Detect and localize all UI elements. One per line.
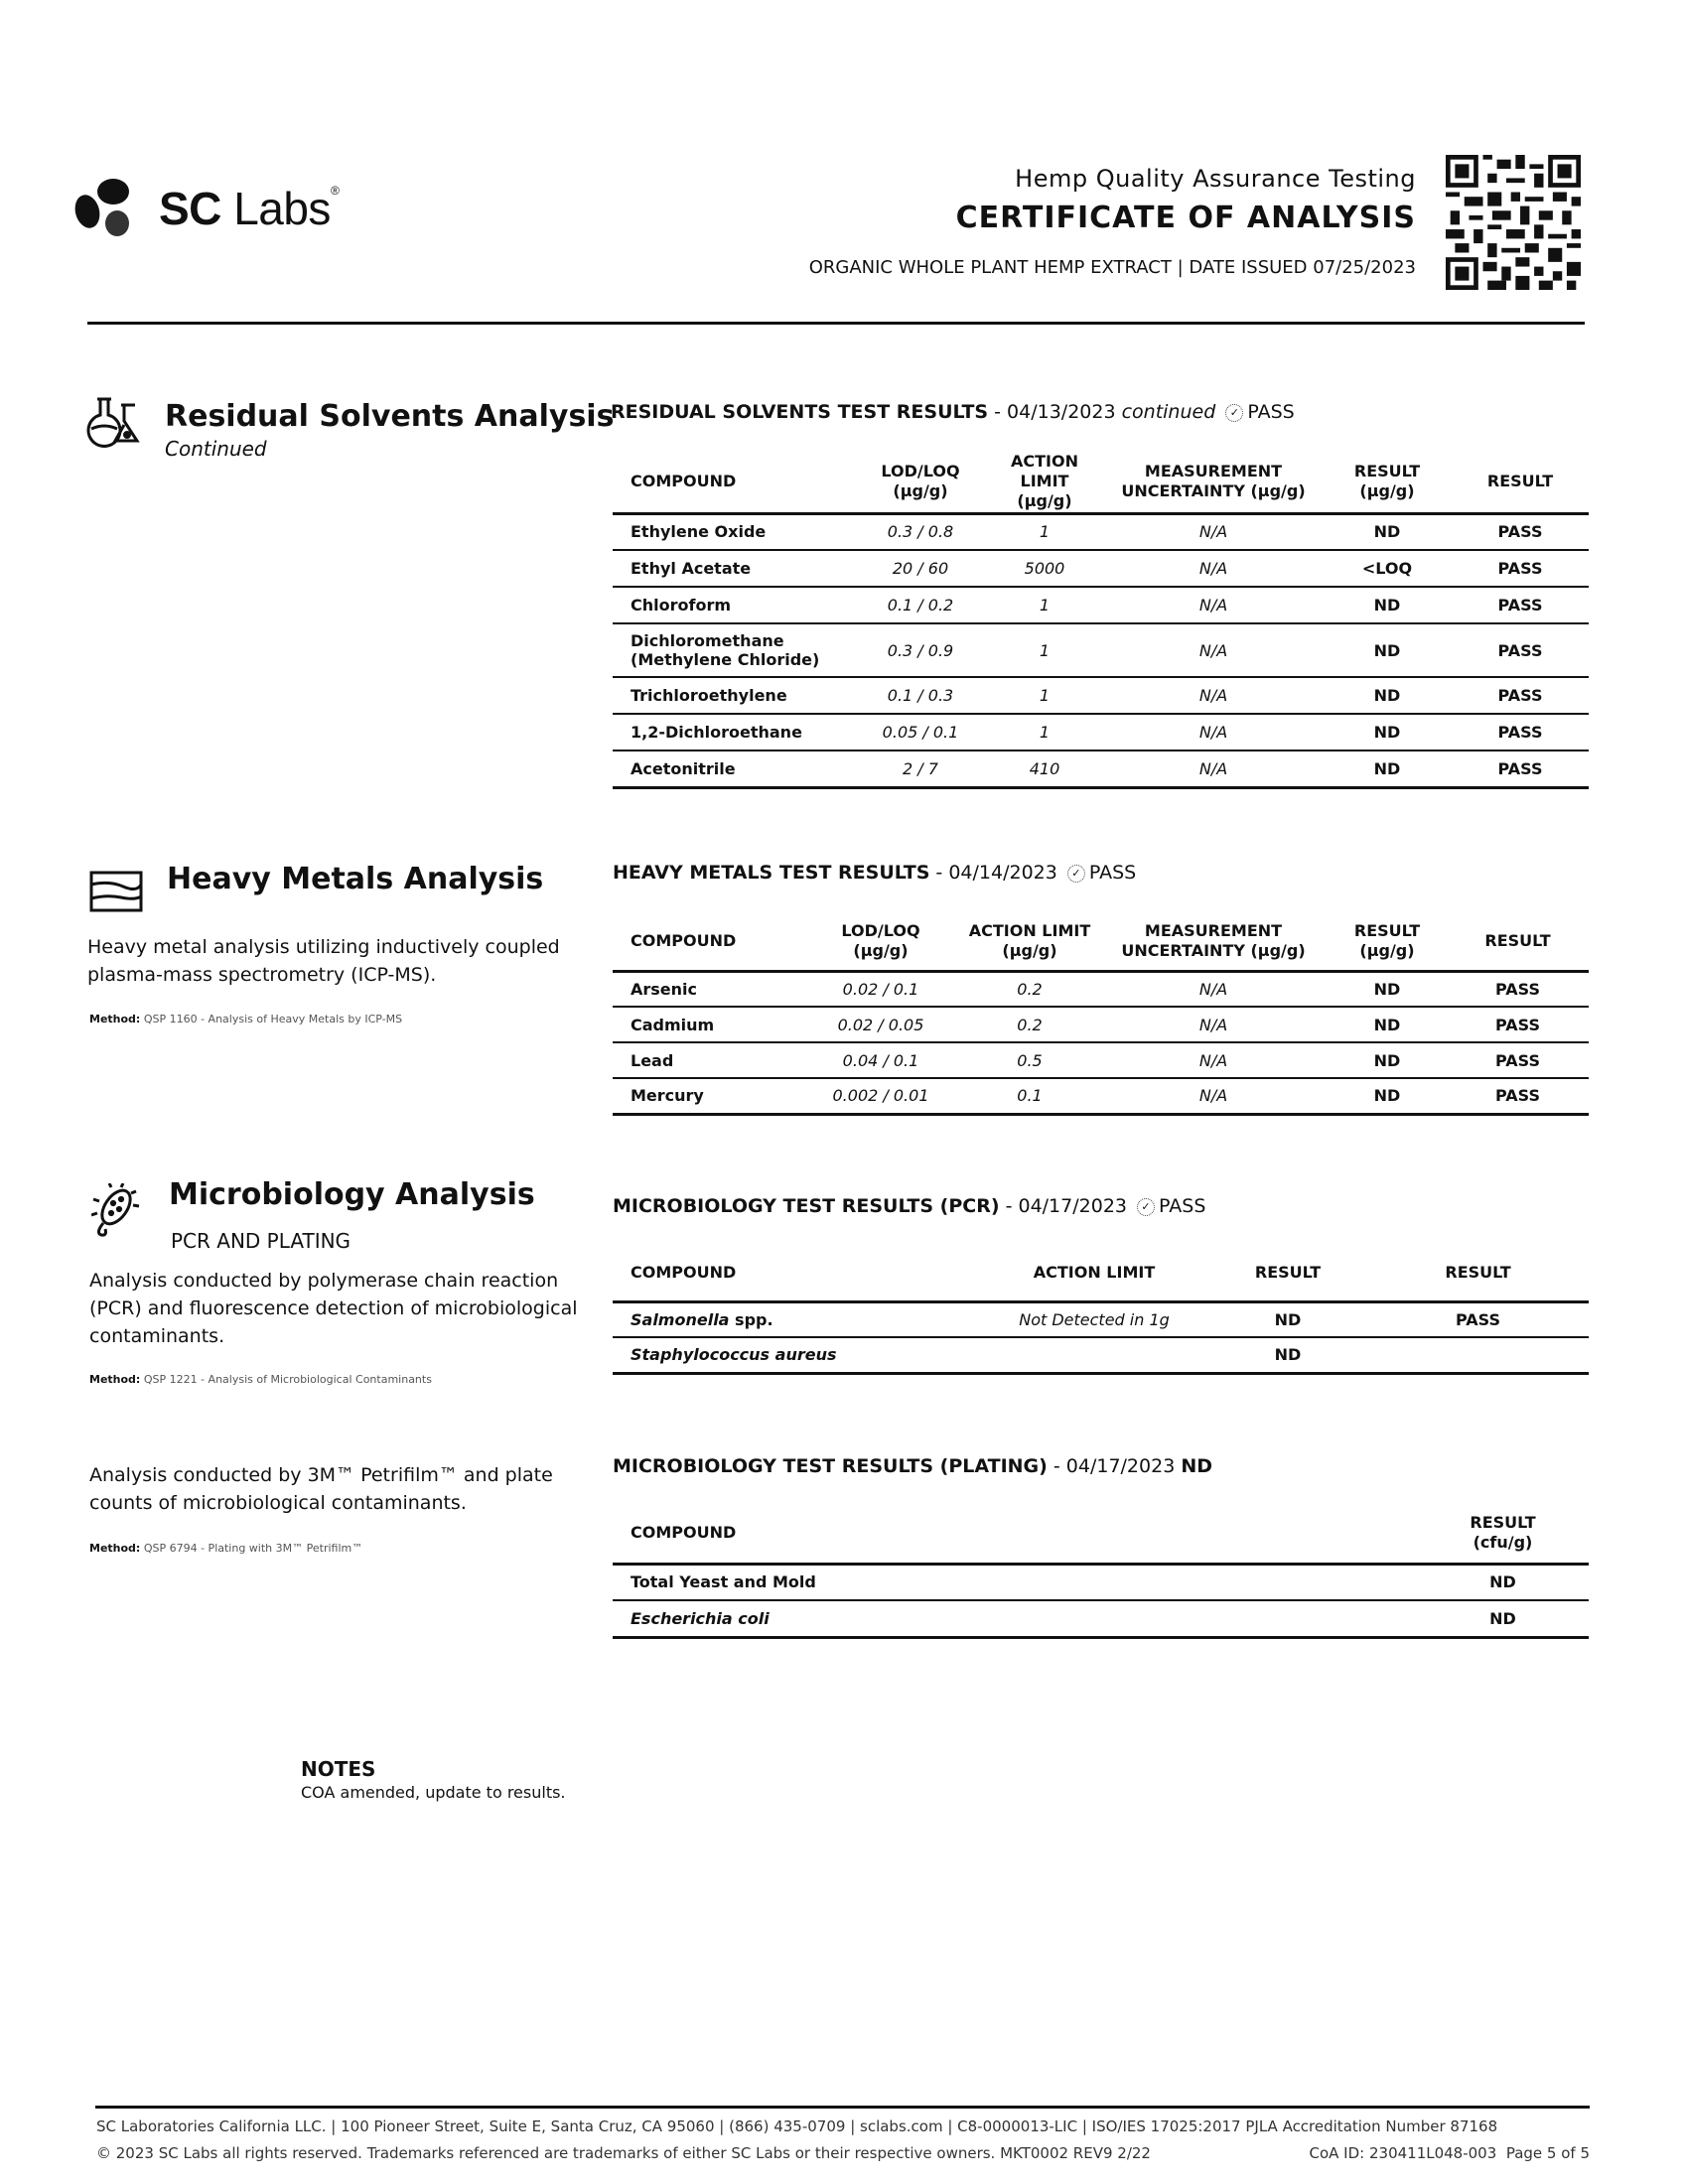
heavy-metals-caption: HEAVY METALS TEST RESULTS - 04/14/2023 ✓ PASS xyxy=(613,862,1137,884)
table-row: Escherichia coli ND xyxy=(613,1600,1589,1637)
sc-labs-logo xyxy=(75,179,339,238)
col-compound: COMPOUND xyxy=(631,472,737,491)
notes-title: NOTES xyxy=(301,1757,376,1781)
col-result-ugg: RESULT (µg/g) xyxy=(1353,921,1421,961)
product-name: ORGANIC WHOLE PLANT HEMP EXTRACT xyxy=(808,257,1172,278)
table-row: 1,2-Dichloroethane 0.05 / 0.1 1 N/A ND PASS xyxy=(613,714,1589,751)
col-result: RESULT xyxy=(1486,472,1554,491)
page-number: Page 5 of 5 xyxy=(1505,2144,1590,2162)
page-title: CERTIFICATE OF ANALYSIS xyxy=(955,201,1416,235)
pcr-table xyxy=(613,1246,1589,1375)
plating-caption: MICROBIOLOGY TEST RESULTS (PLATING) - 04/17/2023 ND xyxy=(613,1455,1213,1477)
status-badge: PASS xyxy=(1159,1195,1206,1217)
check-circle-icon: ✓ xyxy=(1067,865,1085,883)
document-header xyxy=(809,165,1416,278)
col-compound: COMPOUND xyxy=(631,1523,737,1543)
table-row: Trichloroethylene 0.1 / 0.3 1 N/A ND PASS xyxy=(613,677,1589,714)
col-result: RESULT xyxy=(1484,931,1551,951)
col-action-limit: ACTION LIMIT (µg/g) xyxy=(968,921,1091,961)
col-action-limit: ACTION LIMIT (µg/g) xyxy=(1011,452,1078,511)
table-row: Chloroform 0.1 / 0.2 1 N/A ND PASS xyxy=(613,587,1589,623)
col-action-limit: ACTION LIMIT xyxy=(1033,1263,1156,1283)
pcr-description: Analysis conducted by polymerase chain reaction (PCR) and fluorescence detection of microbiological contaminants. xyxy=(89,1270,578,1347)
col-uncertainty: MEASUREMENT UNCERTAINTY (µg/g) xyxy=(1121,921,1306,961)
col-compound: COMPOUND xyxy=(631,931,737,951)
residual-solvents-caption: RESIDUAL SOLVENTS TEST RESULTS - 04/13/2023 continued ✓ PASS xyxy=(611,401,1295,423)
date-issued: DATE ISSUED 07/25/2023 xyxy=(1189,257,1416,278)
heavy-metals-title: Heavy Metals Analysis xyxy=(167,862,544,896)
table-row: Ethyl Acetate 20 / 60 5000 N/A <LOQ PASS xyxy=(613,550,1589,587)
heavy-metals-table xyxy=(613,913,1589,1116)
table-row: Arsenic 0.02 / 0.1 0.2 N/A ND PASS xyxy=(613,971,1589,1007)
table-row: Staphylococcus aureus ND xyxy=(613,1337,1589,1373)
col-result-status: RESULT xyxy=(1445,1263,1511,1283)
status-badge: ND xyxy=(1181,1455,1213,1477)
table-row: Lead 0.04 / 0.1 0.5 N/A ND PASS xyxy=(613,1042,1589,1078)
pcr-caption: MICROBIOLOGY TEST RESULTS (PCR) - 04/17/2023 ✓ PASS xyxy=(613,1195,1206,1217)
table-row: Acetonitrile 2 / 7 410 N/A ND PASS xyxy=(613,751,1589,787)
microbiology-title: Microbiology Analysis xyxy=(169,1177,535,1212)
col-lodloq: LOD/LOQ (µg/g) xyxy=(841,921,920,961)
plating-method: Method: QSP 6794 - Plating with 3M™ Petrifilm™ xyxy=(89,1542,363,1555)
table-row: Salmonella spp. Not Detected in 1g ND PASS xyxy=(613,1301,1589,1337)
check-circle-icon: ✓ xyxy=(1137,1198,1155,1216)
status-badge: PASS xyxy=(1247,401,1295,423)
footer-divider xyxy=(95,2106,1590,2109)
table-row: Mercury 0.002 / 0.01 0.1 N/A ND PASS xyxy=(613,1078,1589,1114)
header-meta: ORGANIC WHOLE PLANT HEMP EXTRACT | DATE ISSUED 07/25/2023 xyxy=(808,257,1416,278)
plating-description: Analysis conducted by 3M™ Petrifilm™ and plate counts of microbiological contaminants. xyxy=(89,1464,553,1514)
footer-legal: © 2023 SC Labs all rights reserved. Trademarks referenced are trademarks of either SC Labs or their respective owners. MKT0002 REV9 2/22 CoA ID: 230411L048-003 Page 5 of 5 xyxy=(96,2144,1590,2162)
heavy-metals-description: Heavy metal analysis utilizing inductively coupled plasma-mass spectrometry (ICP-MS). xyxy=(87,936,560,986)
bacteria-icon xyxy=(91,1183,141,1239)
check-circle-icon: ✓ xyxy=(1225,404,1243,422)
notes-text: COA amended, update to results. xyxy=(301,1783,566,1802)
microbiology-subtitle: PCR AND PLATING xyxy=(171,1229,351,1253)
col-lodloq: LOD/LOQ (µg/g) xyxy=(881,462,960,501)
coa-id: CoA ID: 230411L048-003 xyxy=(1309,2144,1497,2162)
residual-solvents-subtitle: Continued xyxy=(165,437,267,461)
col-uncertainty: MEASUREMENT UNCERTAINTY (µg/g) xyxy=(1121,462,1306,501)
logo-text: SC Labs® xyxy=(159,183,340,234)
heavy-metals-icon xyxy=(89,871,143,912)
residual-solvents-table xyxy=(613,452,1589,789)
qr-code-icon[interactable] xyxy=(1446,155,1581,290)
col-result-ugg: RESULT (µg/g) xyxy=(1353,462,1421,501)
status-badge: PASS xyxy=(1088,862,1137,884)
table-row: Total Yeast and Mold ND xyxy=(613,1564,1589,1600)
residual-solvents-title: Residual Solvents Analysis xyxy=(165,399,615,434)
col-result-cfu: RESULT (cfu/g) xyxy=(1470,1513,1536,1553)
col-result: RESULT xyxy=(1254,1263,1322,1283)
table-row: Ethylene Oxide 0.3 / 0.8 1 N/A ND PASS xyxy=(613,513,1589,550)
col-compound: COMPOUND xyxy=(631,1263,737,1283)
plating-table xyxy=(613,1504,1589,1639)
flask-icon xyxy=(85,395,145,449)
pcr-method: Method: QSP 1221 - Analysis of Microbiological Contaminants xyxy=(89,1373,432,1386)
table-row: Cadmium 0.02 / 0.05 0.2 N/A ND PASS xyxy=(613,1007,1589,1042)
table-row: Dichloromethane (Methylene Chloride) 0.3 / 0.9 1 N/A ND PASS xyxy=(613,623,1589,677)
logo-dots-icon xyxy=(75,179,145,238)
header-subtitle: Hemp Quality Assurance Testing xyxy=(1015,165,1416,193)
header-divider xyxy=(87,322,1585,325)
footer-address: SC Laboratories California LLC. | 100 Pioneer Street, Suite E, Santa Cruz, CA 95060 | (866) 435-0709 | sclabs.com | C8-0000013-LIC | ISO/IES 17025:2017 PJLA Accreditation Number 87168 xyxy=(96,2117,1498,2135)
heavy-metals-method: Method: QSP 1160 - Analysis of Heavy Metals by ICP-MS xyxy=(89,1013,403,1025)
